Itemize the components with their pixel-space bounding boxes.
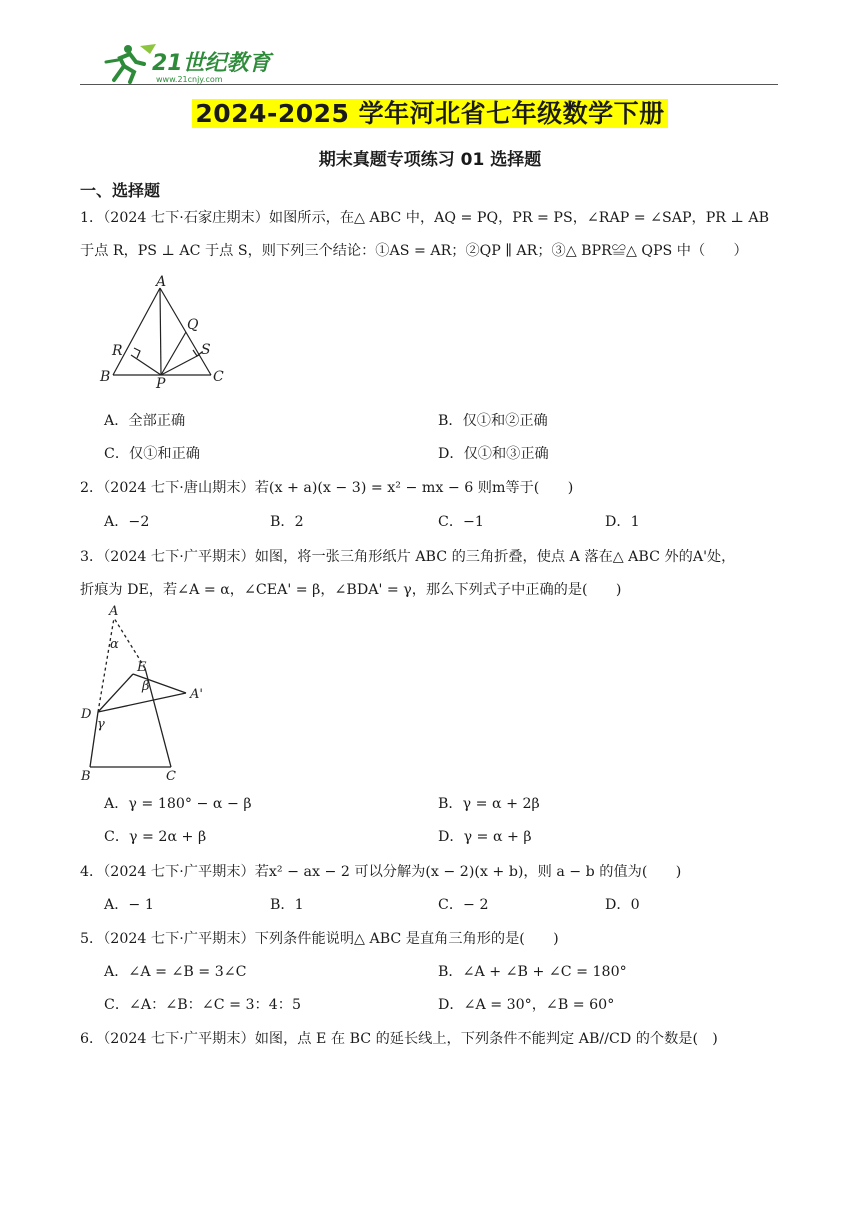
- label-D: D: [81, 707, 92, 722]
- label-A-prime: A': [190, 687, 203, 702]
- question-4-line-1: 4．（2024 七下·广平期末）若x² − ax − 2 可以分解为(x − 2)(x + b)，则 a − b 的值为( ): [80, 864, 682, 880]
- label-S: S: [201, 342, 211, 358]
- label-A: A: [156, 274, 167, 290]
- question-2-option-c[interactable]: C．−1: [438, 514, 484, 530]
- question-2-line-1: 2．（2024 七下·唐山期末）若(x + a)(x − 3) = x² − mx − 6 则m等于( ): [80, 480, 574, 496]
- label-A: A: [109, 604, 119, 619]
- question-6-line-1: 6．（2024 七下·广平期末）如图，点 E 在 BC 的延长线上，下列条件不能判定 AB//CD 的个数是( ): [80, 1031, 718, 1047]
- section-heading: 一、选择题: [80, 181, 161, 200]
- question-2-option-a[interactable]: A．−2: [104, 514, 150, 530]
- label-alpha: α: [110, 637, 119, 652]
- question-1-line-1: 1．（2024 七下·石家庄期末）如图所示，在△ ABC 中，AQ = PQ，PR = PS，∠RAP = ∠SAP，PR ⊥ AB: [80, 210, 770, 226]
- question-3-figure: [78, 604, 213, 784]
- question-3-line-1: 3．（2024 七下·广平期末）如图，将一张三角形纸片 ABC 的三角折叠，使点 A 落在△ ABC 外的A'处，: [80, 549, 736, 565]
- question-5-option-c[interactable]: C．∠A：∠B：∠C = 3：4：5: [104, 997, 301, 1013]
- label-Q: Q: [187, 317, 199, 333]
- question-4-option-a[interactable]: A．− 1: [104, 897, 154, 913]
- runner-icon: [106, 44, 156, 82]
- question-3-option-b[interactable]: B．γ = α + 2β: [438, 796, 540, 812]
- question-4-option-d[interactable]: D．0: [605, 897, 640, 913]
- question-3-option-c[interactable]: C．γ = 2α + β: [104, 829, 207, 845]
- question-1-option-b[interactable]: B．仅①和②正确: [438, 413, 548, 429]
- site-logo: [100, 40, 280, 86]
- logo-url-text: www.21cnjy.com: [156, 75, 223, 84]
- question-1-line-2: 于点 R，PS ⊥ AC 于点 S，则下列三个结论：①AS = AR；②QP ∥ AR；③△ BPR≌△ QPS 中（ ）: [80, 243, 748, 259]
- label-B: B: [81, 769, 91, 784]
- header-rule: [80, 84, 778, 85]
- question-1-option-d[interactable]: D．仅①和③正确: [438, 446, 549, 462]
- question-1-figure: [98, 274, 233, 389]
- question-1-option-c[interactable]: C．仅①和正确: [104, 446, 200, 462]
- logo-text: 21世纪教育: [152, 51, 271, 76]
- label-C: C: [213, 369, 224, 385]
- question-3-line-2: 折痕为 DE，若∠A = α，∠CEA' = β，∠BDA' = γ，那么下列式子中正确的是( ): [80, 582, 622, 598]
- label-R: R: [112, 343, 123, 359]
- document-title: 2024-2025 学年河北省七年级数学下册: [0, 94, 860, 130]
- label-beta: β: [142, 679, 150, 694]
- label-B: B: [100, 369, 111, 385]
- question-1-option-a[interactable]: A．全部正确: [104, 413, 186, 429]
- label-E: E: [137, 660, 147, 675]
- label-gamma: γ: [97, 717, 105, 732]
- question-5-option-d[interactable]: D．∠A = 30°，∠B = 60°: [438, 997, 615, 1013]
- question-5-option-b[interactable]: B．∠A + ∠B + ∠C = 180°: [438, 964, 627, 980]
- question-5-line-1: 5．（2024 七下·广平期末）下列条件能说明△ ABC 是直角三角形的是( ): [80, 931, 559, 947]
- document-subtitle: 期末真题专项练习 01 选择题: [318, 150, 542, 170]
- question-2-option-d[interactable]: D．1: [605, 514, 640, 530]
- question-5-option-a[interactable]: A．∠A = ∠B = 3∠C: [104, 964, 247, 980]
- question-4-option-b[interactable]: B．1: [270, 897, 304, 913]
- label-P: P: [156, 376, 166, 389]
- question-3-option-a[interactable]: A．γ = 180° − α − β: [104, 796, 252, 812]
- question-3-option-d[interactable]: D．γ = α + β: [438, 829, 532, 845]
- question-4-option-c[interactable]: C．− 2: [438, 897, 489, 913]
- question-2-option-b[interactable]: B．2: [270, 514, 304, 530]
- label-C: C: [166, 769, 176, 784]
